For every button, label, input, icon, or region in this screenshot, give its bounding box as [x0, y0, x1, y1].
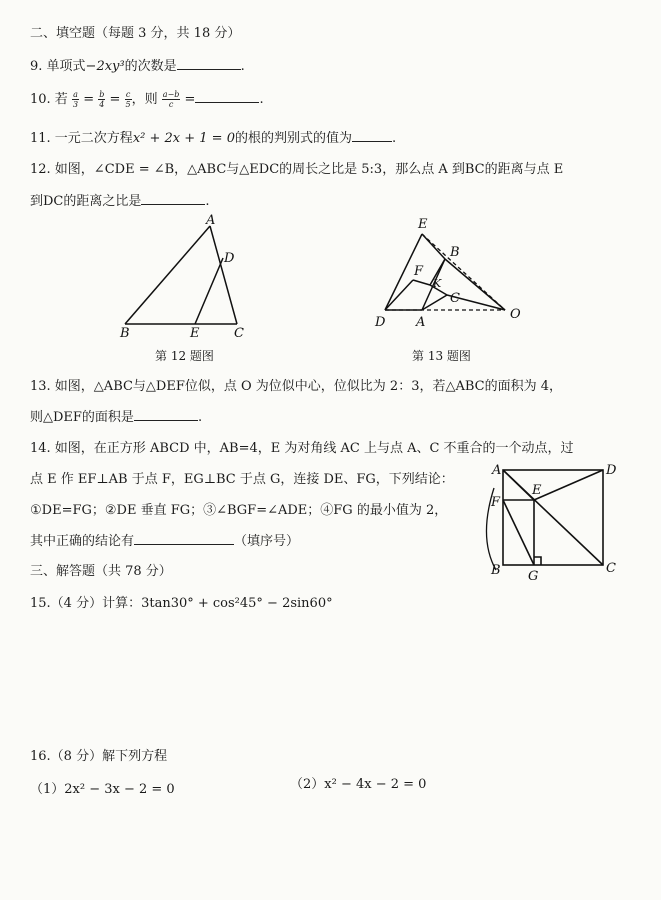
fig14-label-b: B [491, 563, 501, 578]
section-3-title: 三、解答题（共 78 分） [30, 564, 172, 579]
fig13-label-o: O [510, 307, 521, 322]
question-16-part-2: （2）x² − 4x − 2 = 0 [290, 777, 427, 792]
question-15: 15.（4 分）计算：3tan30° + cos²45° − 2sin60° [30, 596, 333, 611]
fig12-label-a: A [206, 213, 216, 228]
q9-suffix: 的次数是 [124, 59, 177, 74]
figure-14 [482, 458, 622, 586]
q10-eq2: = [109, 92, 121, 107]
fig14-label-c: C [606, 561, 616, 576]
fig14-label-d: D [606, 463, 617, 478]
fig13-label-k: K [433, 277, 442, 290]
fig13-label-f: F [414, 264, 424, 279]
q9-prefix: 9. 单项式 [30, 59, 86, 74]
fig13-label-c: C [450, 291, 460, 306]
question-14-line-3: ①DE=FG；②DE 垂直 FG；③∠BGF=∠ADE；④FG 的最小值为 2， [30, 503, 448, 518]
q13-prefix: 则△DEF的面积是 [30, 410, 134, 425]
q9-expression: −2xy³ [85, 59, 125, 74]
fig14-label-e: E [532, 483, 542, 498]
fig13-label-b: B [450, 245, 460, 260]
question-14-line-2: 点 E 作 EF⊥AB 于点 F，EG⊥BC 于点 G，连接 DE、FG，下列结论： [30, 472, 454, 487]
question-12-line-2 [30, 190, 210, 209]
fig14-label-g: G [528, 569, 539, 584]
fig13-label-a: A [416, 315, 426, 330]
q10-fraction-b: $\frac{b}{4}$ [99, 90, 105, 109]
q10-fraction-c: $\frac{c}{5}$ [125, 90, 131, 109]
q9-end: . [240, 59, 245, 74]
q11-prefix: 11. 一元二次方程 [30, 131, 133, 146]
question-11 [30, 127, 396, 146]
q10-eq: = [184, 92, 196, 107]
fig12-label-d: D [224, 251, 235, 266]
question-13-line-2 [30, 406, 202, 425]
q12-prefix: 到DC的距离之比是 [30, 194, 142, 209]
question-9 [30, 55, 245, 74]
fig12-label-e: E [190, 326, 200, 341]
q10-eq1: = [83, 92, 95, 107]
question-16-title: 16.（8 分）解下列方程 [30, 749, 168, 764]
q13-answer-blank[interactable] [134, 408, 198, 421]
q12-end: . [205, 194, 210, 209]
fig12-label-c: C [234, 326, 244, 341]
question-14-line-4 [30, 530, 299, 549]
q10-end: . [259, 92, 264, 107]
fig14-label-f: F [491, 495, 501, 510]
q10-mid: ，则 [131, 92, 158, 107]
question-16-part-1: （1）2x² − 3x − 2 = 0 [30, 782, 175, 797]
question-13-line-1: 13. 如图，△ABC与△DEF位似，点 O 为位似中心，位似比为 2：3，若△ABC的面积为 4， [30, 379, 562, 394]
fig13-label-d: D [375, 315, 386, 330]
q11-suffix: 的根的判别式的值为 [234, 131, 352, 146]
figure-13 [370, 212, 530, 332]
q9-answer-blank[interactable] [177, 57, 241, 70]
q12-answer-blank[interactable] [141, 192, 205, 205]
section-2-title: 二、填空题（每题 3 分，共 18 分） [30, 26, 241, 41]
q10-answer-blank[interactable] [195, 90, 259, 103]
q14-answer-blank[interactable] [134, 532, 234, 545]
figure-12-caption: 第 12 题图 [155, 349, 214, 363]
q11-answer-blank[interactable] [352, 129, 392, 142]
q11-equation: x² + 2x + 1 = 0 [132, 131, 235, 146]
question-14-line-1: 14. 如图，在正方形 ABCD 中，AB=4，E 为对角线 AC 上与点 A、C 不重合的一个动点，过 [30, 441, 574, 456]
question-12-line-1: 12. 如图，∠CDE = ∠B，△ABC与△EDC的周长之比是 5:3，那么点 A 到BC的距离与点 E [30, 162, 564, 177]
q10-prefix: 10. 若 [30, 92, 68, 107]
q13-end: . [197, 410, 203, 425]
q10-fraction-a: $\frac{a}{3}$ [72, 90, 79, 109]
figure-12 [110, 212, 260, 342]
q14-end: （填序号） [234, 534, 300, 549]
question-10 [30, 88, 264, 109]
q10-fraction-result: $\frac{a-b}{c}$ [162, 90, 180, 109]
q11-end: . [392, 131, 397, 146]
fig14-label-a: A [492, 463, 502, 478]
q14-prefix: 其中正确的结论有 [30, 534, 135, 549]
figure-13-caption: 第 13 题图 [412, 349, 471, 363]
fig12-label-b: B [120, 326, 130, 341]
fig13-label-e: E [418, 217, 428, 232]
